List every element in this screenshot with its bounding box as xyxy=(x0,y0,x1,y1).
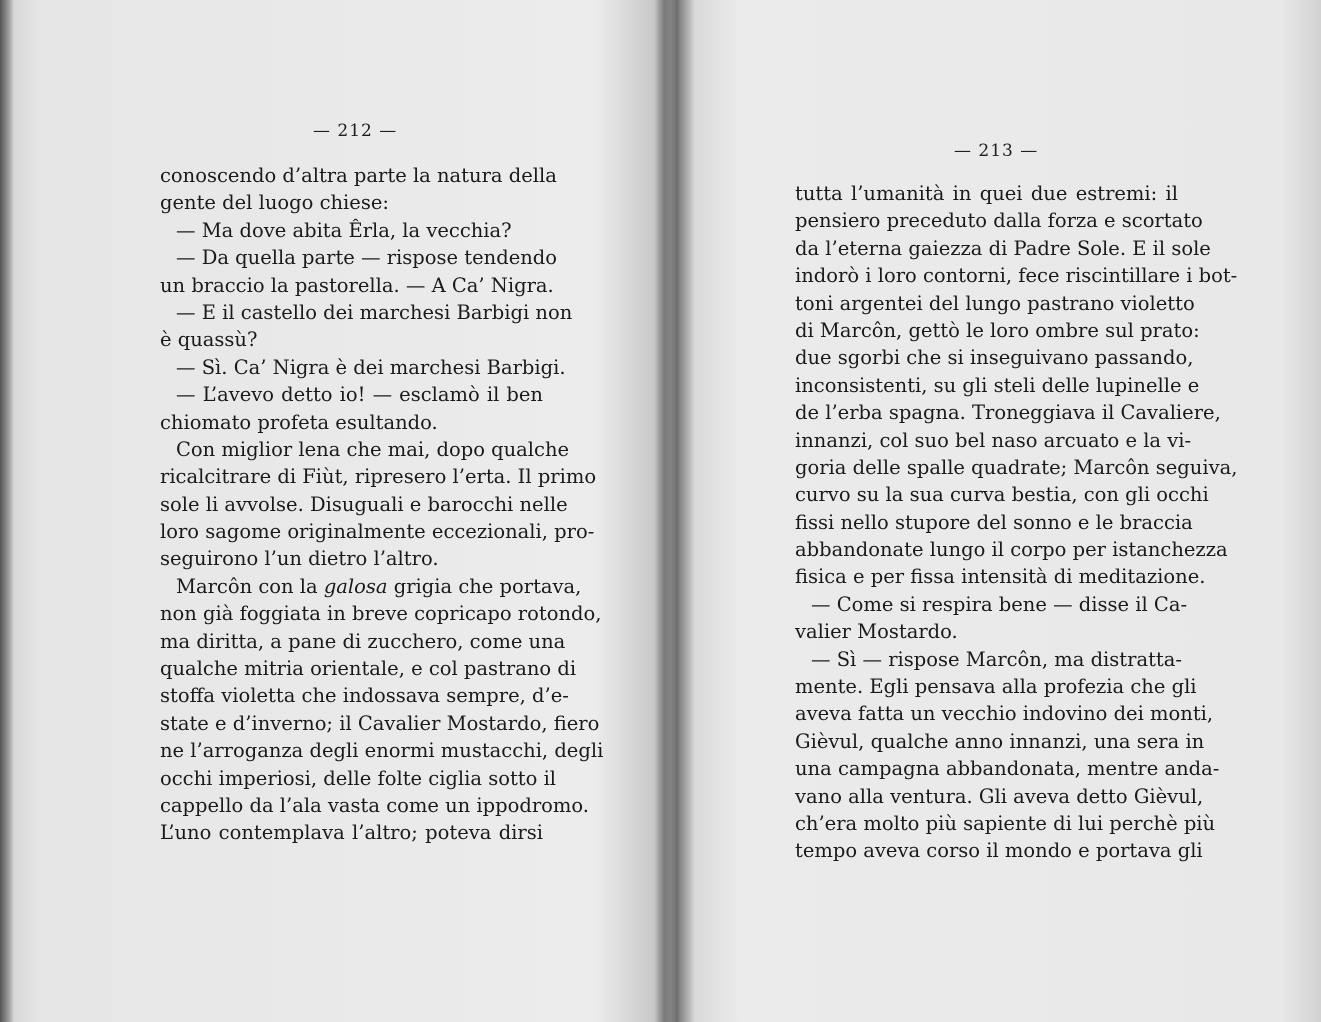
text-line: ch’era molto più sapiente di lui perchè più xyxy=(795,811,1216,835)
text-line: cappello da l’ala vasta come un ippodromo. xyxy=(160,793,589,817)
text-line: conoscendo d’altra parte la natura della xyxy=(160,164,557,187)
text-line: ne l’arroganza degli enormi mustacchi, degli xyxy=(160,739,604,763)
text-line: aveva fatta un vecchio indovino dei monti, xyxy=(795,702,1214,726)
text-line: è quassù? xyxy=(160,328,258,352)
text-line: state e d’inverno; il Cavalier Mostardo, fiero xyxy=(160,711,600,735)
text-line: chiomato profeta esultando. xyxy=(160,410,438,434)
text-line: gente del luogo chiese: xyxy=(160,191,389,215)
text-line: vano alla ventura. Gli aveva detto Gièvul, xyxy=(795,784,1204,808)
text-line: L’uno contemplava l’altro; poteva dirsi xyxy=(160,821,543,845)
text-line: tutta l’umanità in quei due estremi: il xyxy=(795,182,1178,205)
text-line: una campagna abbandonata, mentre anda- xyxy=(795,757,1220,781)
text-line: un braccio la pastorella. — A Ca’ Nigra. xyxy=(160,273,554,297)
right-page-text xyxy=(795,180,1238,865)
text-line: inconsistenti, su gli steli delle lupinelle e xyxy=(795,373,1200,397)
text-line: ricalcitrare di Fiùt, ripresero l’erta. Il primo xyxy=(160,465,597,489)
text-line: indorò i loro contorni, fece riscintillare i bot- xyxy=(795,264,1238,288)
text-line: abbandonate lungo il corpo per istanchezza xyxy=(795,538,1228,562)
text-line: due sgorbi che si inseguivano passando, xyxy=(795,346,1194,370)
text-line: tempo aveva corso il mondo e portava gli xyxy=(795,839,1203,863)
text-line: — Sì. Ca’ Nigra è dei marchesi Barbigi. xyxy=(176,355,566,379)
left-page-number: — 212 — xyxy=(313,121,398,141)
text-line: pensiero preceduto dalla forza e scortato xyxy=(795,209,1203,233)
text-line xyxy=(160,573,582,600)
text-line: ma diritta, a pane di zucchero, come una xyxy=(160,629,566,653)
text-line: Con miglior lena che mai, dopo qualche xyxy=(176,437,570,461)
text-line: mente. Egli pensava alla profezia che gli xyxy=(795,675,1197,699)
text-line: innanzi, col suo bel naso arcuato e la vi- xyxy=(795,428,1192,452)
text-line: fissi nello stupore del sonno e le braccia xyxy=(795,510,1193,534)
text-line: sole li avvolse. Disuguali e barocchi nelle xyxy=(160,492,568,516)
text-line: non già foggiata in breve copricapo rotondo, xyxy=(160,602,602,626)
right-page-number: — 213 — xyxy=(954,141,1039,161)
text-line: curvo su la sua curva bestia, con gli occhi xyxy=(795,483,1209,507)
text-line: seguirono l’un dietro l’altro. xyxy=(160,547,439,571)
text-line: Gièvul, qualche anno innanzi, una sera in xyxy=(795,729,1205,753)
text-line: — L’avevo detto io! — esclamò il ben xyxy=(176,383,543,407)
text-line: loro sagome originalmente eccezionali, pro- xyxy=(160,520,595,544)
text-line: valier Mostardo. xyxy=(795,620,958,644)
text-line: occhi imperiosi, delle folte ciglia sotto il xyxy=(160,766,557,790)
text-line: goria delle spalle quadrate; Marcôn seguiva, xyxy=(795,455,1238,479)
text-line: stoffa violetta che indossava sempre, d’e- xyxy=(160,684,569,708)
text-line: — Sì — rispose Marcôn, ma distratta- xyxy=(811,647,1182,671)
text-line: de l’erba spagna. Troneggiava il Cavaliere, xyxy=(795,401,1221,425)
text-line: — Come si respira bene — disse il Ca- xyxy=(811,592,1188,616)
text-line: — E il castello dei marchesi Barbigi non xyxy=(176,300,573,324)
text-line: di Marcôn, gettò le loro ombre sul prato: xyxy=(795,318,1200,342)
text-line: qualche mitria orientale, e col pastrano di xyxy=(160,657,577,681)
text-line: da l’eterna gaiezza di Padre Sole. E il sole xyxy=(795,236,1211,260)
text-line: toni argentei del lungo pastrano violetto xyxy=(795,291,1195,315)
text-segment: grigia che portava, xyxy=(387,574,582,598)
left-page-text xyxy=(160,162,604,847)
text-line: — Da quella parte — rispose tendendo xyxy=(176,246,558,270)
italic-word: galosa xyxy=(323,574,388,598)
text-line: fisica e per fissa intensità di meditazione. xyxy=(795,565,1206,589)
text-segment: Marcôn con la xyxy=(176,574,324,598)
book-edge-shadow xyxy=(0,0,14,1022)
text-line: — Ma dove abita Êrla, la vecchia? xyxy=(176,218,512,242)
book-gutter xyxy=(655,0,695,1022)
